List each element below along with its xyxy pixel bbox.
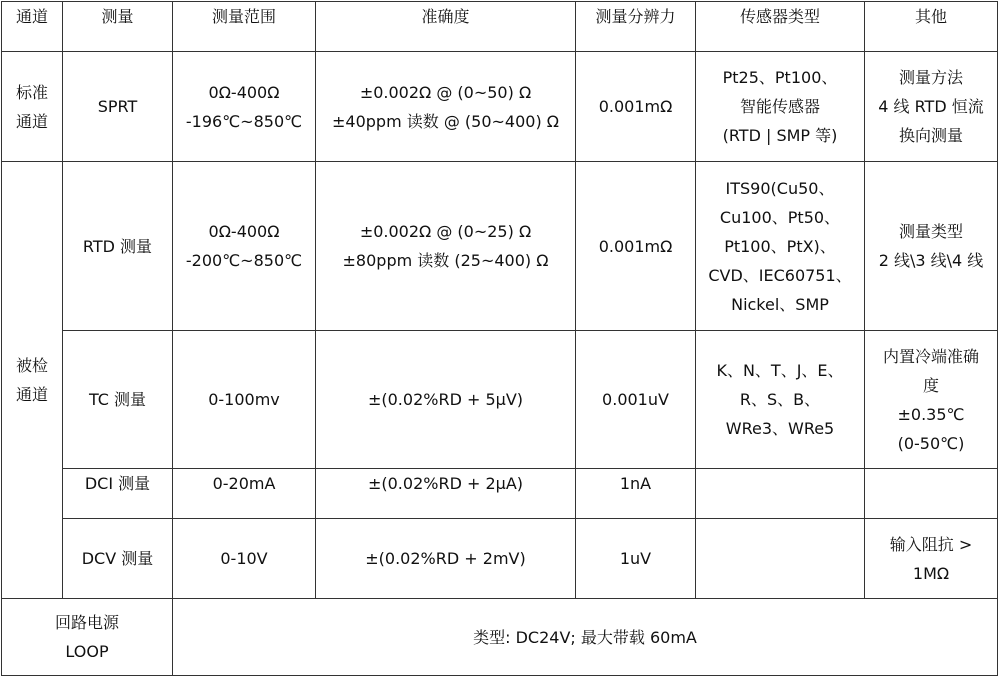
dci-accuracy: ±(0.02%RD + 2μA): [316, 469, 576, 519]
row-tc: [2, 331, 998, 469]
tc-range: 0-100mv: [173, 331, 316, 469]
rtd-resolution: 0.001mΩ: [576, 162, 696, 331]
dci-range: 0-20mA: [173, 469, 316, 519]
tc-measure: TC 测量: [63, 331, 173, 469]
dcv-resolution: 1uV: [576, 519, 696, 599]
tc-other-line: 度: [922, 375, 939, 395]
dcv-accuracy: ±(0.02%RD + 2mV): [316, 519, 576, 599]
rtd-sensor-line: Pt100、PtX)、: [724, 236, 836, 256]
rtd-range-line: -200℃~850℃: [185, 251, 303, 270]
sprt-other-line: 4 线 RTD 恒流: [878, 97, 984, 116]
loop-value: 类型: DC24V; 最大带载 60mA: [173, 599, 998, 676]
sprt-sensor-line: 智能传感器: [739, 97, 820, 116]
tc-other-line: ±0.35℃: [897, 404, 965, 424]
rtd-sensor-line: CVD、IEC60751、: [708, 265, 852, 285]
header-resolution: 测量分辨力: [576, 2, 696, 52]
dci-measure: DCI 测量: [63, 469, 173, 519]
spec-table: [1, 1, 998, 676]
sprt-other-line: 换向测量: [898, 126, 963, 145]
sprt-range: [173, 52, 316, 162]
tc-other: [865, 331, 998, 469]
dci-sensor: [696, 469, 865, 519]
header-other: 其他: [865, 2, 998, 52]
sprt-range-line: -196℃~850℃: [185, 111, 303, 131]
tc-sensor-line: R、S、B、: [739, 390, 821, 409]
row-sprt: [2, 52, 998, 162]
row-dci: [2, 469, 998, 519]
standard-channel-line: 标准: [15, 82, 48, 102]
rtd-measure: RTD 测量: [63, 162, 173, 331]
dcv-other: [865, 519, 998, 599]
rtd-range-line: 0Ω-400Ω: [208, 222, 280, 241]
rtd-other-line: 测量类型: [898, 222, 963, 241]
tc-sensor: [696, 331, 865, 469]
row-dcv: [2, 519, 998, 599]
tc-other-line: 内置冷端准确: [882, 346, 979, 366]
sprt-accuracy-line: ±0.002Ω @ (0~50) Ω: [359, 82, 532, 102]
dcv-range: 0-10V: [173, 519, 316, 599]
header-channel: 通道: [2, 2, 63, 52]
header-measure: 测量: [63, 2, 173, 52]
sprt-accuracy-line: ±40ppm 读数 @ (50~400) Ω: [331, 111, 560, 131]
rtd-sensor-line: ITS90(Cu50、: [725, 178, 835, 198]
rtd-accuracy-line: ±0.002Ω @ (0~25) Ω: [359, 222, 532, 241]
rtd-sensor-line: Nickel、SMP: [731, 294, 829, 314]
row-loop: [2, 599, 998, 676]
loop-label-line: 回路电源: [54, 613, 119, 632]
sprt-measure: SPRT: [63, 52, 173, 162]
loop-label-line: LOOP: [65, 642, 109, 661]
rtd-accuracy-line: ±80ppm 读数 (25~400) Ω: [342, 251, 549, 270]
dcv-sensor: [696, 519, 865, 599]
tc-resolution: 0.001uV: [576, 331, 696, 469]
rtd-other-line: 2 线\3 线\4 线: [878, 251, 984, 270]
standard-channel-line: 通道: [15, 111, 48, 131]
sprt-range-line: 0Ω-400Ω: [208, 82, 280, 102]
rtd-range: [173, 162, 316, 331]
dcv-other-line: 1MΩ: [912, 563, 950, 583]
tested-channel-cell: [2, 162, 63, 599]
tc-other-line: (0-50℃): [897, 433, 965, 453]
rtd-sensor-line: Cu100、Pt50、: [719, 207, 841, 227]
tc-sensor-line: K、N、T、J、E、: [716, 361, 844, 380]
header-sensor: 传感器类型: [696, 2, 865, 52]
tested-channel-line: 通道: [15, 385, 48, 404]
sprt-sensor-line: Pt25、Pt100、: [722, 68, 838, 87]
tc-accuracy: ±(0.02%RD + 5μV): [316, 331, 576, 469]
dcv-measure: DCV 测量: [63, 519, 173, 599]
tc-sensor-line: WRe3、WRe5: [725, 419, 835, 438]
sprt-other: [865, 52, 998, 162]
header-accuracy: 准确度: [316, 2, 576, 52]
loop-label: [2, 599, 173, 676]
rtd-accuracy: [316, 162, 576, 331]
rtd-sensor: [696, 162, 865, 331]
dci-resolution: 1nA: [576, 469, 696, 519]
header-range: 测量范围: [173, 2, 316, 52]
standard-channel-cell: [2, 52, 63, 162]
dci-other: [865, 469, 998, 519]
sprt-resolution: 0.001mΩ: [576, 52, 696, 162]
sprt-sensor-line: (RTD | SMP 等): [722, 126, 838, 145]
sprt-accuracy: [316, 52, 576, 162]
sprt-sensor: [696, 52, 865, 162]
header-row: [2, 2, 998, 52]
dcv-other-line: 输入阻抗 >: [889, 534, 973, 554]
row-rtd: [2, 162, 998, 331]
rtd-other: [865, 162, 998, 331]
sprt-other-line: 测量方法: [898, 68, 963, 87]
tested-channel-line: 被检: [15, 356, 48, 375]
